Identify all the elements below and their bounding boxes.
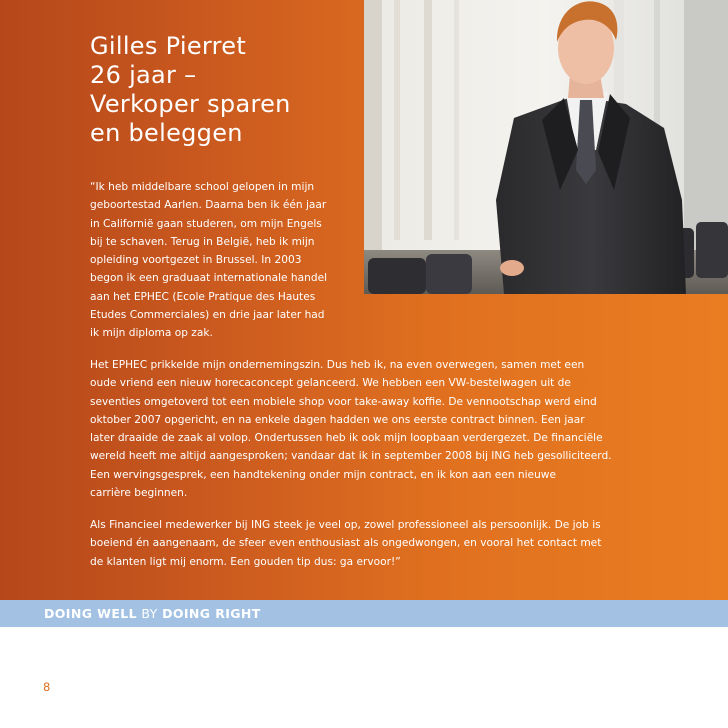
- intro-paragraph: [90, 178, 327, 343]
- text-line: Het EPHEC prikkelde mijn ondernemingszin. Dus heb ik, na even overwegen, samen met een: [90, 359, 585, 371]
- slogan-part-3: DOING RIGHT: [162, 606, 261, 621]
- slogan-text: [44, 606, 261, 622]
- text-line: oude vriend een nieuw horecaconcept gelanceerd. We hebben een VW-bestelwagen uit de: [90, 377, 571, 390]
- text-line: aan het EPHEC (Ecole Pratique des Hautes: [90, 290, 316, 303]
- text-line: opleiding voortgezet in Brussel. In 2003: [90, 254, 302, 267]
- portrait-photo: [364, 0, 728, 294]
- text-line: in Californië gaan studeren, om mijn Engels: [90, 217, 322, 230]
- title-line: en beleggen: [90, 119, 243, 147]
- title-line: Gilles Pierret: [90, 32, 247, 60]
- text-line: de klanten ligt mij enorm. Een gouden tip dus: ga ervoor!”: [90, 555, 401, 568]
- slogan-part-2: BY: [136, 606, 163, 621]
- text-line: boeiend én aangenaam, de sfeer even enthousiast als ongedwongen, en vooral het contact met: [90, 537, 602, 550]
- text-line: oktober 2007 opgericht, en na enkele dagen hadden we ons eerste contract binnen. Een jaar: [90, 413, 585, 426]
- career-paragraph: [90, 356, 612, 502]
- text-line: wereld heeft me altijd aangesproken; vandaar dat ik in september 2008 bij ING heb gesolliciteerd.: [90, 450, 612, 463]
- slogan-banner: [0, 600, 728, 627]
- text-line: geboortestad Aarlen. Daarna ben ik één jaar: [90, 199, 327, 212]
- title-line: 26 jaar –: [90, 61, 197, 89]
- text-line: begon ik een graduaat internationale handel: [90, 272, 328, 285]
- text-line: “Ik heb middelbare school gelopen in mijn: [90, 181, 315, 193]
- text-line: Etudes Commerciales) en drie jaar later had: [90, 309, 325, 322]
- page-number: 8: [43, 680, 51, 694]
- text-line: seventies omgetoverd tot een mobiele shop voor take-away koffie. De vennootschap werd eind: [90, 395, 597, 408]
- closing-paragraph: [90, 516, 601, 571]
- text-line: later draaide de zaak al volop. Ondertussen heb ik ook mijn loopbaan verdergezet. De financiële: [90, 432, 603, 445]
- title-line: Verkoper sparen: [90, 90, 291, 118]
- page-title: [90, 32, 291, 148]
- slogan-part-1: DOING WELL: [44, 606, 137, 621]
- text-line: Als Financieel medewerker bij ING steek je veel op, zowel professioneel als persoonlijk. De job is: [90, 519, 601, 531]
- text-line: ik mijn diploma op zak.: [90, 327, 213, 340]
- text-line: Een wervingsgesprek, een handtekening onder mijn contract, en ik kon aan een nieuwe: [90, 468, 556, 481]
- text-line: carrière beginnen.: [90, 487, 188, 500]
- text-line: bij te schaven. Terug in België, heb ik mijn: [90, 235, 315, 248]
